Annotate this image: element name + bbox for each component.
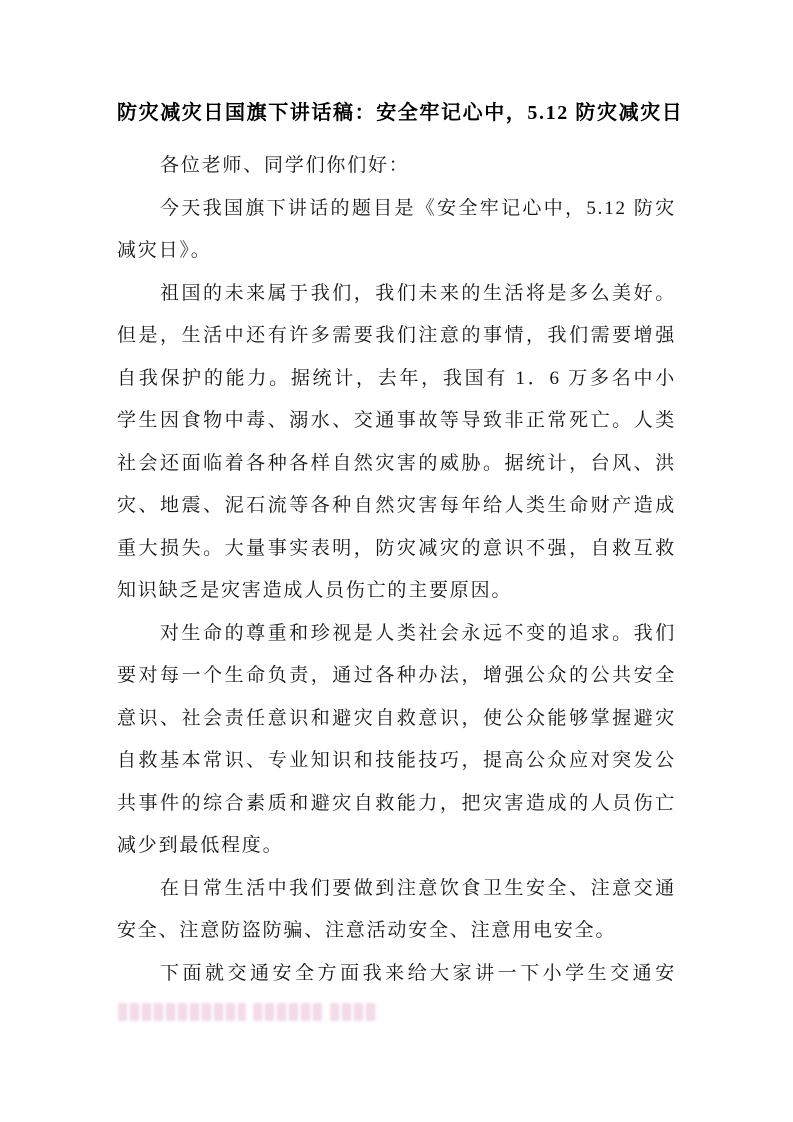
text-line: 减灾日》。 — [117, 240, 212, 261]
text-line: 安全、注意防盗防骗、注意活动安全、注意用电安全。 — [117, 920, 617, 941]
text-line: 意识、社会责任意识和避灾自救意识，使公众能够掌握避灾 — [117, 707, 676, 729]
text-line: 要对每一个生命负责，通过各种办法，增强公众的公共安全 — [117, 665, 676, 686]
text-line: 在日常生活中我们要做到注意饮食卫生安全、注意交通 — [160, 877, 676, 899]
text-line: 各位老师、同学们你们好： — [160, 155, 410, 176]
text-line: 重大损失。大量事实表明，防灾减灾的意识不强，自救互救 — [117, 537, 676, 559]
document-title: 防灾减灾日国旗下讲话稿：安全牢记心中，5.12 防灾减灾日 — [117, 102, 684, 124]
text-line: 自我保护的能力。据统计，去年，我国有 1．6 万多名中小 — [117, 367, 676, 389]
text-line: 自救基本常识、专业知识和技能技巧，提高公众应对突发公 — [117, 750, 676, 771]
text-line: 社会还面临着各种各样自然灾害的威胁。据统计，台风、洪 — [117, 452, 676, 474]
text-line: 但是，生活中还有许多需要我们注意的事情，我们需要增强 — [117, 325, 676, 346]
text-line: 学生因食物中毒、溺水、交通事故等导致非正常死亡。人类 — [117, 410, 676, 431]
watermark — [118, 1003, 378, 1021]
text-line: 祖国的未来属于我们，我们未来的生活将是多么美好。 — [160, 282, 676, 304]
document-body — [117, 145, 676, 995]
watermark-segment — [253, 1003, 323, 1021]
text-line: 共事件的综合素质和避灾自救能力，把灾害造成的人员伤亡 — [117, 792, 676, 814]
watermark-segment — [330, 1003, 378, 1021]
text-line: 灾、地震、泥石流等各种自然灾害每年给人类生命财产造成 — [117, 495, 676, 516]
watermark-segment — [118, 1003, 246, 1021]
text-line: 减少到最低程度。 — [117, 835, 284, 856]
text-line: 今天我国旗下讲话的题目是《安全牢记心中，5.12 防灾 — [160, 197, 676, 219]
text-line: 对生命的尊重和珍视是人类社会永远不变的追求。我们 — [160, 622, 676, 644]
text-line: 下面就交通安全方面我来给大家讲一下小学生交通安 — [160, 962, 676, 984]
text-line: 知识缺乏是灾害造成人员伤亡的主要原因。 — [117, 580, 513, 601]
